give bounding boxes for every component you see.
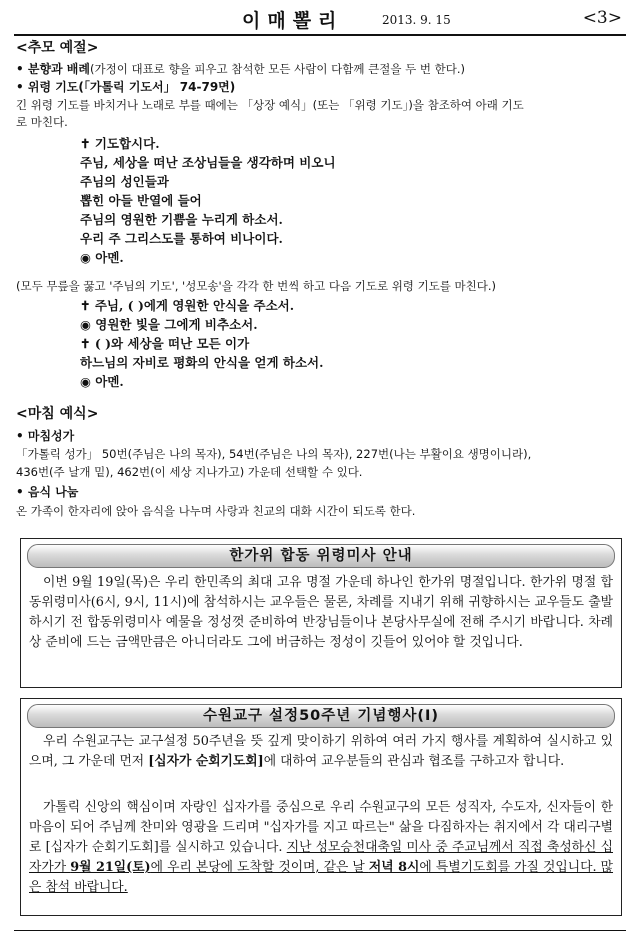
underlined-text: 에 특별기도회를 가질 것입니다. 많은 참석 바랍니다. (29, 860, 614, 895)
notice-title: 수원교구 설정50주년 기념행사(Ⅰ) (27, 704, 615, 728)
page-number: <3> (582, 8, 622, 28)
closing-heading: <마침 예식> (16, 406, 99, 422)
paragraph-text: 우리 수원교구는 교구설정 50주년을 뜻 깊게 맞이하기 위하여 여러 가지 행사를 계획하여 실시하고 있으며, 그 가운데 먼저 (29, 734, 613, 769)
underlined-text: 에 우리 본당에 도착할 것이며, 같은 날 (150, 860, 369, 875)
prayer-line: 하느님의 자비로 평화의 안식을 얻게 하소서. (80, 355, 324, 370)
prayer-line: ◉ 아멘. (80, 374, 124, 389)
food-title: • 음식 나눔 (16, 485, 79, 499)
underlined-text: 지난 성모승천대축일 미사 중 주교님께서 직접 축성하신 십자가가 (29, 840, 613, 875)
prayer-line: ◉ 아멘. (80, 250, 124, 265)
prayer-line: ◉ 영원한 빛을 그에게 비추소서. (80, 317, 258, 332)
incense-item (16, 61, 465, 77)
prayer-line: 주님의 성인들과 (80, 174, 169, 189)
food-text: 온 가족이 한자리에 앉아 음식을 나누며 사랑과 친교의 대화 시간이 되도록 한다. (16, 504, 416, 518)
prayer-line: ✝ ( )와 세상을 떠난 모든 이가 (80, 336, 250, 351)
incense-text: (가정이 대표로 향을 피우고 참석한 모든 사람이 다함께 큰절을 두 번 한다.) (90, 62, 465, 76)
incense-title: • 분향과 배례 (16, 62, 90, 76)
bulletin-title: 이매뽈리 (242, 10, 344, 32)
page-header (14, 4, 626, 36)
prayer-line: 주님의 영원한 기쁨을 누리게 하소서. (80, 212, 283, 227)
paragraph-text: 가톨릭 신앙의 핵심이며 자랑인 십자가를 중심으로 우리 수원교구의 모든 성직자, 수도자, 신자들이 한 마음이 되어 주님께 찬미와 영광을 드리며 "십자가를 지고 따르는" 삶을 다짐하자는 취지에서 각 대리구별로 [십자가 순회기도회]를 실시하고 있습니다. (29, 800, 613, 855)
anniversary-paragraph-2 (29, 798, 613, 898)
song-line2: 436번(주 날개 밑), 462번(이 세상 지나가고) 가운데 선택할 수 있다. (16, 465, 363, 479)
arrival-date: 9월 21일(토) (70, 860, 151, 875)
kneel-note: (모두 무릎을 꿇고 '주님의 기도', '성모송'을 각각 한 번씩 하고 다음 기도로 위령 기도를 마친다.) (16, 279, 497, 293)
prayer-line: 주님, 세상을 떠난 조상님들을 생각하며 비오니 (80, 155, 336, 170)
notice-text: 이번 9월 19일(목)은 우리 한민족의 최대 고유 명절 가운데 하나인 한가위 명절입니다. 한가위 명절 합동위령미사(6시, 9시, 11시)에 참석하시는 교우들은 물론, 차례를 지내기 위해 귀향하시는 교우들도 출발하시기 전 합동위령미사 예물을 정성껏 준비하여 반장님들이나 본당사무실에 전해 주시기 바랍니다. 차례 상 준비에 드는 금액만큼은 아니더라도 그에 버금하는 정성이 깃들어 있어야 할 것입니다. (29, 575, 613, 650)
prayer-block-b (80, 296, 323, 391)
chuseok-mass-notice (20, 538, 622, 688)
anniversary-notice (20, 698, 622, 916)
prayer-line: ✝ 주님, ( )에게 영원한 안식을 주소서. (80, 298, 295, 313)
anniversary-paragraph-1 (29, 732, 613, 772)
paragraph-text: 에 대하여 교우분들의 관심과 협조를 구하고자 합니다. (263, 754, 565, 769)
footer-rule (14, 930, 626, 931)
memorial-heading: <추모 예절> (16, 40, 99, 56)
prayer-line: 뽑힌 아들 반열에 들어 (80, 193, 202, 208)
prayer-line: ✝ 기도합시다. (80, 136, 160, 151)
prayer-block-a (80, 134, 336, 267)
notice-title: 한가위 합동 위령미사 안내 (27, 544, 615, 568)
prayer-instruction-line2: 로 마친다. (16, 115, 68, 129)
song-title: • 마침성가 (16, 429, 75, 443)
issue-date: 2013. 9. 15 (382, 13, 451, 27)
prayer-line: 우리 주 그리스도를 통하여 비나이다. (80, 231, 283, 246)
song-line1: 「가톨릭 성가」 50번(주님은 나의 목자), 54번(주님은 나의 목자), 227번(나는 부활이요 생명이니라), (16, 447, 532, 461)
prayer-time: 저녁 8시 (368, 860, 420, 875)
cross-prayer-event: [십자가 순회기도회] (148, 754, 264, 769)
prayer-instruction-line1: 긴 위령 기도를 바치거나 노래로 부를 때에는 「상장 예식」(또는 「위령 기도」)을 참조하여 아래 기도 (16, 98, 524, 112)
prayer-title: • 위령 기도(「가톨릭 기도서」 74-79면) (16, 80, 236, 94)
